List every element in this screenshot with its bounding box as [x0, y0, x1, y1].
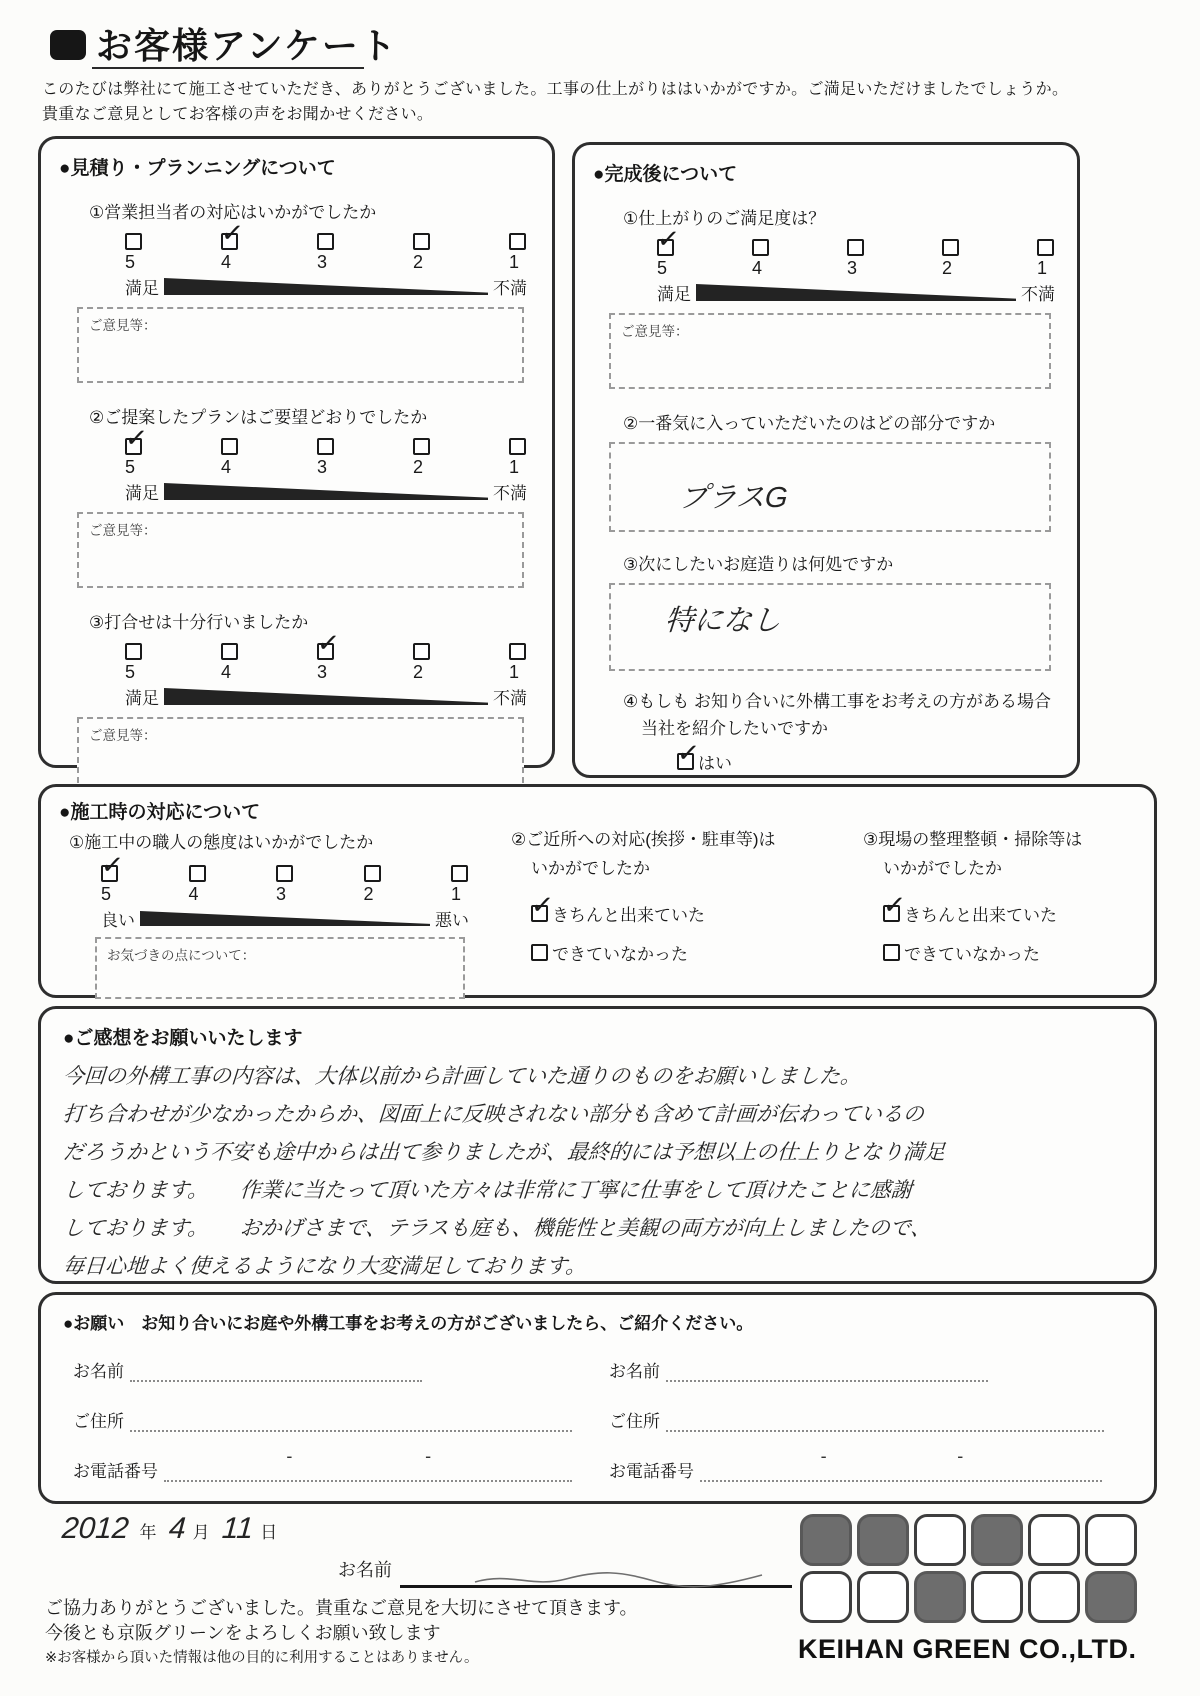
- construction-q3-option-2[interactable]: [883, 940, 1153, 965]
- scale-number: 1: [509, 662, 520, 682]
- scale-right-label: 不満: [1021, 285, 1055, 304]
- date-month-unit: 月: [192, 1523, 210, 1542]
- planning-q1-comment-box[interactable]: [77, 307, 524, 383]
- rating-checkbox-4[interactable]: [752, 239, 769, 256]
- completion-q2-label: ②一番気に入っていただいたのはどの部分ですか: [623, 414, 996, 433]
- referral-left-address-row: [73, 1407, 572, 1432]
- address-label: ご住所: [73, 1412, 124, 1431]
- phone-label: お電話番号: [73, 1462, 158, 1481]
- thanks-line-2: 今後とも京阪グリーンをよろしくお願い致します: [45, 1623, 441, 1643]
- check-mark-icon: ✓: [529, 888, 556, 922]
- handwritten-feedback-line: しております。 作業に当たって頂いた方々は非常に丁寧に仕事をして頂けたことに感謝: [62, 1179, 913, 1202]
- scale-number: 5: [125, 457, 136, 477]
- address-input-line[interactable]: [666, 1410, 1104, 1432]
- scale-number: 4: [221, 252, 232, 272]
- construction-q2-label-2: いかがでしたか: [531, 859, 650, 878]
- planning-q2-label: ②ご提案したプランはご要望どおりでしたか: [89, 408, 428, 427]
- construction-q3-label-1: ③現場の整理整頓・掃除等は: [863, 830, 1083, 849]
- address-input-line[interactable]: [130, 1410, 572, 1432]
- header-square-bullet: [50, 30, 86, 60]
- rating-checkbox-2[interactable]: [413, 438, 430, 455]
- feedback-section[interactable]: [38, 1006, 1157, 1284]
- logo-cell-dark: [857, 1514, 909, 1566]
- logo-cell-light: [914, 1514, 966, 1566]
- construction-q2-option-1[interactable]: [529, 888, 831, 926]
- title-underline: [92, 67, 364, 69]
- scale-number: 1: [451, 884, 462, 904]
- rating-checkbox-2[interactable]: [413, 233, 430, 250]
- scale-number: 3: [847, 258, 858, 278]
- phone-dash: -: [286, 1446, 293, 1466]
- date-year-unit: 年: [139, 1523, 157, 1542]
- comment-label: ご意見等：: [89, 318, 157, 333]
- construction-q1-scale: [99, 848, 469, 931]
- logo-cell-dark: [971, 1514, 1023, 1566]
- logo-cell-light: [1028, 1571, 1080, 1623]
- date-year-handwritten: 2012: [60, 1512, 130, 1545]
- completion-q4-label-1: ④もしも お知り合いに外構工事をお考えの方がある場合: [623, 692, 1051, 711]
- phone-input-line[interactable]: [164, 1446, 572, 1482]
- construction-q3-option-1[interactable]: [881, 888, 1153, 926]
- planning-q3-scale: [125, 626, 527, 709]
- scale-left-label: 満足: [657, 285, 691, 304]
- planning-q1-label: ①営業担当者の対応はいかがでしたか: [89, 203, 377, 222]
- scale-left-label: 良い: [101, 911, 135, 930]
- rating-checkbox-3[interactable]: [315, 626, 342, 660]
- construction-section: [38, 784, 1157, 998]
- scale-number: 5: [101, 884, 112, 904]
- planning-q3-comment-box[interactable]: [77, 717, 524, 793]
- completion-q1-label: ①仕上がりのご満足度は？: [623, 209, 826, 228]
- planning-q3-label: ③打合せは十分行いましたか: [89, 613, 309, 632]
- name-input-line[interactable]: [666, 1360, 988, 1382]
- phone-dash: -: [820, 1446, 827, 1466]
- rating-checkbox-4[interactable]: [221, 438, 238, 455]
- referral-section-title: ●お願い お知り合いにお庭や外構工事をお考えの方がございましたら、ご紹介ください。: [63, 1314, 754, 1333]
- rating-checkbox-5[interactable]: [99, 848, 126, 882]
- satisfaction-wedge: [164, 483, 488, 500]
- comment-label: お気づきの点について：: [107, 948, 256, 963]
- rating-checkbox-5[interactable]: [125, 233, 142, 250]
- feedback-section-title: ●ご感想をお願いいたします: [63, 1028, 303, 1049]
- handwritten-feedback-line: 今回の外構工事の内容は、大体以前から計画していた通りのものをお願いしました。: [62, 1065, 862, 1088]
- rating-checkbox-5[interactable]: [125, 643, 142, 660]
- name-label: お名前: [609, 1362, 660, 1381]
- scale-number: 3: [276, 884, 287, 904]
- phone-dash: -: [957, 1446, 964, 1466]
- logo-cell-light: [857, 1571, 909, 1623]
- not-done-checkbox[interactable]: [883, 944, 900, 961]
- referral-right-name-row: [609, 1357, 988, 1382]
- construction-q1-comment-box[interactable]: [95, 937, 465, 999]
- scale-number: 4: [188, 884, 199, 904]
- completion-q1-scale: [655, 222, 1055, 305]
- scale-number: 4: [221, 457, 232, 477]
- footer-name-label: お名前: [338, 1560, 392, 1580]
- scale-number: 5: [657, 258, 668, 278]
- privacy-note: ※お客様から頂いた情報は他の目的に利用することはありません。: [45, 1650, 479, 1666]
- rating-checkbox-5[interactable]: [655, 222, 682, 256]
- yes-checkbox[interactable]: [675, 736, 702, 770]
- option-label: きちんと出来ていた: [552, 906, 705, 925]
- phone-input-line[interactable]: [700, 1446, 1102, 1482]
- scale-number: 4: [752, 258, 763, 278]
- page-title: お客様アンケート: [96, 25, 398, 66]
- construction-col-1: [59, 797, 499, 999]
- planning-section-title: ●見積り・プランニングについて: [59, 158, 336, 179]
- option-label: できていなかった: [904, 945, 1040, 964]
- scale-right-label: 不満: [493, 484, 527, 503]
- planning-q1-scale: [125, 216, 527, 299]
- construction-col-2: [511, 825, 831, 965]
- handwritten-feedback-line: 打ち合わせが少なかったからか、図面上に反映されない部分も含めて計画が伝わっているの: [62, 1103, 925, 1126]
- not-done-checkbox[interactable]: [531, 944, 548, 961]
- rating-checkbox-1[interactable]: [509, 233, 526, 250]
- rating-checkbox-4[interactable]: [221, 643, 238, 660]
- check-mark-icon: ✓: [675, 736, 702, 770]
- done-properly-checkbox[interactable]: [881, 888, 908, 922]
- date-day-unit: 日: [260, 1523, 278, 1542]
- scale-number: 3: [317, 252, 328, 272]
- handwritten-answer: プラスG: [677, 482, 789, 514]
- done-properly-checkbox[interactable]: [529, 888, 556, 922]
- scale-left-label: 満足: [125, 279, 159, 298]
- rating-checkbox-3[interactable]: [317, 438, 334, 455]
- construction-col-3: [863, 825, 1153, 965]
- handwritten-feedback-line: 毎日心地よく使えるようになり大変満足しております。: [62, 1255, 588, 1278]
- scale-number: 2: [413, 457, 424, 477]
- rating-checkbox-5[interactable]: [123, 421, 150, 455]
- scale-number: 2: [942, 258, 953, 278]
- rating-checkbox-3[interactable]: [276, 865, 293, 882]
- logo-grid: [800, 1514, 1137, 1623]
- rating-checkbox-4[interactable]: [219, 216, 246, 250]
- option-label: できていなかった: [552, 945, 688, 964]
- scale-number: 1: [1037, 258, 1048, 278]
- name-input-line[interactable]: [130, 1360, 422, 1382]
- scale-number: 5: [125, 252, 136, 272]
- construction-q3-label-2: いかがでしたか: [883, 859, 1002, 878]
- scale-number: 1: [509, 252, 520, 272]
- check-mark-icon: ✓: [881, 888, 908, 922]
- rating-checkbox-1[interactable]: [509, 438, 526, 455]
- scale-number: 5: [125, 662, 136, 682]
- construction-section-title: ●施工時の対応について: [59, 802, 261, 823]
- check-mark-icon: ✓: [315, 626, 342, 660]
- referral-yes-option[interactable]: [675, 736, 1059, 774]
- rating-checkbox-1[interactable]: [1037, 239, 1054, 256]
- logo-cell-light: [1028, 1514, 1080, 1566]
- date-month-handwritten: 4: [168, 1512, 188, 1545]
- logo-cell-light: [800, 1571, 852, 1623]
- completion-q2-answer-box[interactable]: [609, 442, 1051, 532]
- scale-right-label: 不満: [493, 689, 527, 708]
- scale-left-label: 満足: [125, 689, 159, 708]
- intro-line-1: このたびは弊社にて施工させていただき、ありがとうございました。工事の仕上がりははいかがですか。ご満足いただけましたでしょうか。: [42, 81, 1069, 98]
- referral-right-phone-row: [609, 1446, 1102, 1482]
- name-label: お名前: [73, 1362, 124, 1381]
- scale-number: 2: [363, 884, 374, 904]
- phone-label: お電話番号: [609, 1462, 694, 1481]
- referral-left-name-row: [73, 1357, 422, 1382]
- date-day-handwritten: 11: [221, 1512, 255, 1545]
- satisfaction-wedge: [696, 284, 1016, 301]
- logo-cell-dark: [1085, 1571, 1137, 1623]
- comment-label: ご意見等：: [621, 324, 689, 339]
- survey-date: [62, 1512, 277, 1546]
- quality-wedge: [140, 911, 430, 926]
- rating-checkbox-1[interactable]: [509, 643, 526, 660]
- logo-cell-light: [971, 1571, 1023, 1623]
- construction-q1-label: ①施工中の職人の態度はいかがでしたか: [69, 833, 374, 852]
- construction-q2-option-2[interactable]: [531, 940, 831, 965]
- scale-number: 1: [509, 457, 520, 477]
- referral-right-address-row: [609, 1407, 1104, 1432]
- referral-section: [38, 1292, 1157, 1504]
- scale-right-label: 不満: [493, 279, 527, 298]
- comment-label: ご意見等：: [89, 728, 157, 743]
- check-mark-icon: ✓: [219, 216, 246, 250]
- completion-q3-answer-box[interactable]: [609, 583, 1051, 671]
- scale-left-label: 満足: [125, 484, 159, 503]
- thanks-line-1: ご協力ありがとうございました。貴重なご意見を大切にさせて頂きます。: [45, 1598, 638, 1618]
- rating-checkbox-1[interactable]: [451, 865, 468, 882]
- intro-line-2: 貴重なご意見としてお客様の声をお聞かせください。: [42, 106, 434, 123]
- address-label: ご住所: [609, 1412, 660, 1431]
- logo-cell-dark: [800, 1514, 852, 1566]
- scale-number: 2: [413, 252, 424, 272]
- check-mark-icon: ✓: [123, 421, 150, 455]
- construction-q2-label-1: ②ご近所への対応(挨拶・駐車等)は: [511, 830, 776, 849]
- planning-q2-comment-box[interactable]: [77, 512, 524, 588]
- check-mark-icon: ✓: [99, 848, 126, 882]
- completion-q3-label: ③次にしたいお庭造りは何処ですか: [623, 555, 894, 574]
- rating-checkbox-3[interactable]: [847, 239, 864, 256]
- rating-checkbox-2[interactable]: [413, 643, 430, 660]
- option-label: きちんと出来ていた: [904, 906, 1057, 925]
- scale-number: 2: [413, 662, 424, 682]
- logo-cell-dark: [914, 1571, 966, 1623]
- scale-number: 3: [317, 662, 328, 682]
- completion-section-title: ●完成後について: [593, 164, 738, 185]
- handwritten-answer: 特になし: [663, 605, 782, 637]
- logo-cell-light: [1085, 1514, 1137, 1566]
- rating-checkbox-3[interactable]: [317, 233, 334, 250]
- completion-q1-comment-box[interactable]: [609, 313, 1051, 389]
- completion-q4-label-2: 当社を紹介したいですか: [641, 719, 828, 738]
- scale-number: 3: [317, 457, 328, 477]
- phone-dash: -: [425, 1446, 432, 1466]
- handwritten-feedback-line: だろうかという不安も途中からは出て参りましたが、最終的には予想以上の仕上りとなり満足: [62, 1141, 946, 1164]
- scale-right-label: 悪い: [435, 911, 469, 930]
- comment-label: ご意見等：: [89, 523, 157, 538]
- satisfaction-wedge: [164, 688, 488, 705]
- satisfaction-wedge: [164, 278, 488, 295]
- scale-number: 4: [221, 662, 232, 682]
- rating-checkbox-4[interactable]: [189, 865, 206, 882]
- signature-scribble: [470, 1566, 770, 1592]
- referral-left-phone-row: [73, 1446, 572, 1482]
- completion-section: [572, 142, 1080, 778]
- rating-checkbox-2[interactable]: [942, 239, 959, 256]
- check-mark-icon: ✓: [655, 222, 682, 256]
- yes-label: はい: [698, 754, 732, 773]
- handwritten-feedback-line: しております。 おかげさまで、テラスも庭も、機能性と美観の両方が向上しましたので、: [62, 1217, 933, 1240]
- planning-section: [38, 136, 555, 768]
- planning-q2-scale: [123, 421, 527, 504]
- company-name: KEIHAN GREEN CO.,LTD.: [798, 1634, 1137, 1664]
- rating-checkbox-2[interactable]: [364, 865, 381, 882]
